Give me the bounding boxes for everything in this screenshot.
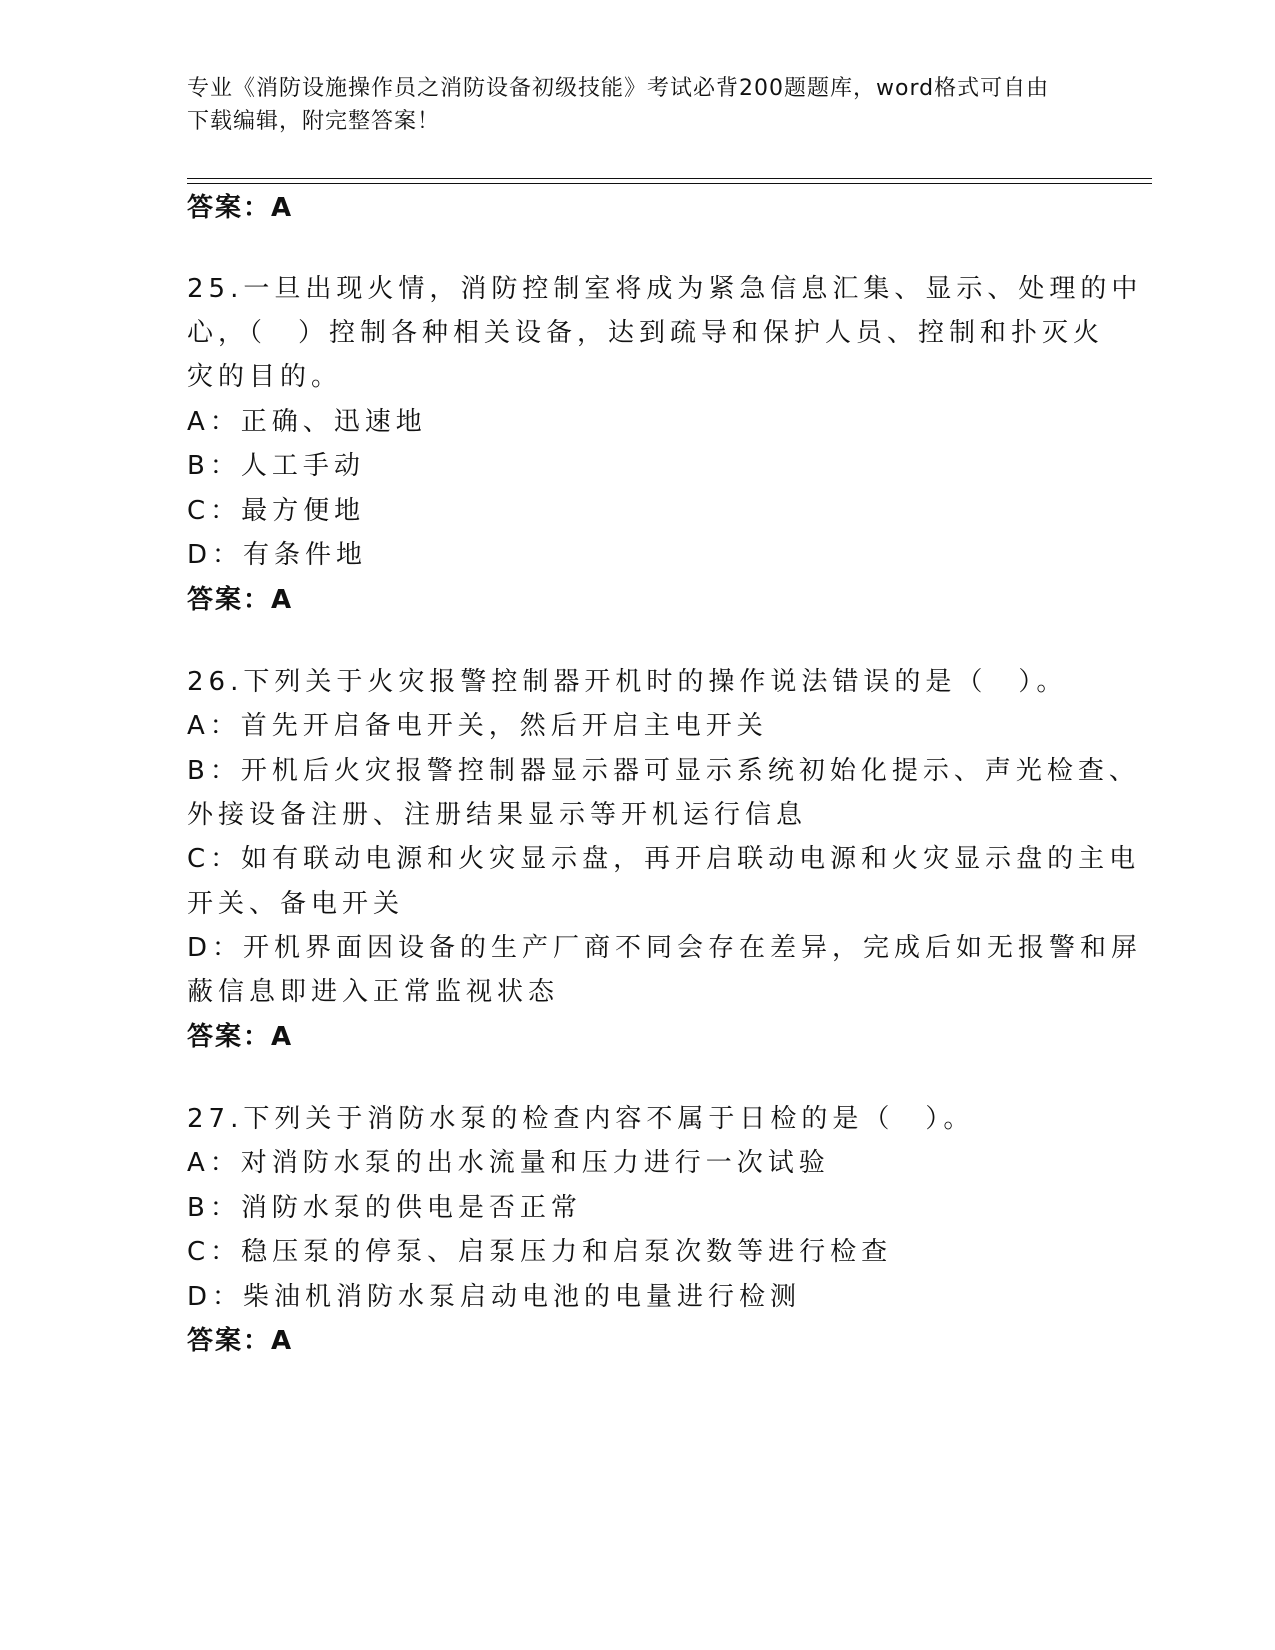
question-25-line-2: 心，（ ）控制各种相关设备，达到疏导和保护人员、控制和扑灭火 <box>187 318 1105 348</box>
question-27-answer: 答案：A <box>187 1326 294 1356</box>
question-27-option-c: C：稳压泵的停泵、启泵压力和启泵次数等进行检查 <box>187 1237 893 1267</box>
question-25-answer: 答案：A <box>187 585 294 615</box>
question-25-option-d: D：有条件地 <box>187 540 368 570</box>
page-header: 专业《消防设施操作员之消防设备初级技能》考试必背200题题库，word格式可自由下载编辑，附完整答案！ <box>187 76 1050 134</box>
question-25-option-a: A：正确、迅速地 <box>187 407 427 437</box>
question-27-option-a: A：对消防水泵的出水流量和压力进行一次试验 <box>187 1148 830 1178</box>
question-26-option-c-line-1: C：如有联动电源和火灾显示盘，再开启联动电源和火灾显示盘的主电 <box>187 844 1141 874</box>
question-26-option-b-line-2: 外接设备注册、注册结果显示等开机运行信息 <box>187 800 808 830</box>
question-26-answer: 答案：A <box>187 1022 294 1052</box>
header-rule-top <box>187 178 1152 179</box>
answer-line: 答案：A <box>187 193 294 223</box>
question-26-line-1: 26.下列关于火灾报警控制器开机时的操作说法错误的是（ ）。 <box>187 667 1068 697</box>
header-rule-bottom <box>187 183 1152 184</box>
question-26-option-b-line-1: B：开机后火灾报警控制器显示器可显示系统初始化提示、声光检查、 <box>187 756 1140 786</box>
question-25-line-3: 灾的目的。 <box>187 362 343 392</box>
question-25-option-b: B：人工手动 <box>187 451 365 481</box>
question-26-option-c-line-2: 开关、备电开关 <box>187 889 405 919</box>
question-27-option-d: D：柴油机消防水泵启动电池的电量进行检测 <box>187 1282 802 1312</box>
question-25-option-c: C：最方便地 <box>187 496 366 526</box>
question-26-option-d-line-1: D：开机界面因设备的生产厂商不同会存在差异，完成后如无报警和屏 <box>187 933 1143 963</box>
question-26-option-d-line-2: 蔽信息即进入正常监视状态 <box>187 977 560 1007</box>
question-26-option-a: A：首先开启备电开关，然后开启主电开关 <box>187 711 768 741</box>
question-27-line-1: 27.下列关于消防水泵的检查内容不属于日检的是（ ）。 <box>187 1104 975 1134</box>
question-27-option-b: B：消防水泵的供电是否正常 <box>187 1193 582 1223</box>
question-25-line-1: 25.一旦出现火情，消防控制室将成为紧急信息汇集、显示、处理的中 <box>187 274 1143 304</box>
